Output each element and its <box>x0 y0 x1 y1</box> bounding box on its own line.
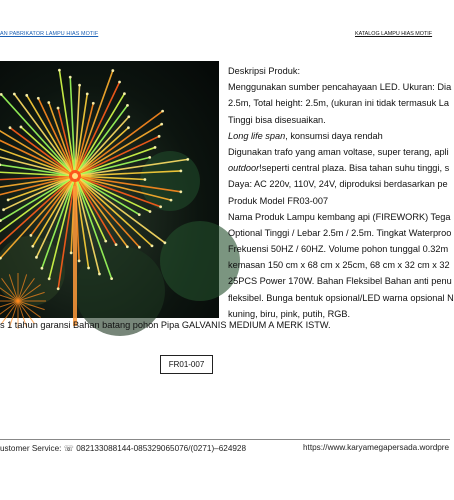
description-line <box>228 160 450 176</box>
warranty-text: s 1 tahun garansi Bahan batang pohon Pipa GALVANIS MEDIUM A MERK ISTW. <box>0 320 331 330</box>
product-code-label: FR01-007 <box>160 355 213 374</box>
footer-divider <box>0 439 450 440</box>
description-line: Optional Tinggi / Lebar 2.5m / 2.5m. Tingkat Waterproo <box>228 227 452 238</box>
description-line: Digunakan trafo yang aman voltase, super terang, apli <box>228 146 449 157</box>
outdoor-text: outdoor <box>228 163 260 174</box>
description-line: Tinggi bisa disesuaikan. <box>228 114 326 125</box>
description-line <box>228 128 450 144</box>
product-description <box>228 63 454 322</box>
description-line-rest: , konsumsi daya rendah <box>285 130 383 141</box>
description-line: Nama Produk Lampu kembang api (FIREWORK) Tega <box>228 211 451 222</box>
header-catalog-link[interactable]: KATALOG LAMPU HIAS MOTIF <box>355 31 433 37</box>
description-line: Frekuensi 50HZ / 60HZ. Volume pohon tunggal 0.32m <box>228 244 449 255</box>
description-line: fleksibel. Bunga bentuk opsional/LED warna opsional N <box>228 292 454 303</box>
header-company-link[interactable]: AN PABRIKATOR LAMPU HIAS MOTIF <box>0 31 99 37</box>
description-line: Daya: AC 220v, 110V, 24V, diproduksi berdasarkan pe <box>228 179 448 190</box>
customer-service-info: ustomer Service: ☏ 082133088144-085329065076/(0271)–624928 <box>0 444 247 453</box>
firework-lamp-image <box>0 61 219 318</box>
description-heading: Deskripsi Produk: <box>228 66 300 76</box>
description-line: 25PCS Power 170W. Bahan Fleksibel Bahan anti penu <box>228 276 452 287</box>
description-line: kemasan 150 cm x 68 cm x 25cm, 68 cm x 32 cm x 32 <box>228 260 450 271</box>
description-line-rest: !seperti central plaza. Bisa tahan suhu tinggi, s <box>259 163 450 174</box>
description-line: kuning, biru, pink, putih, RGB. <box>228 308 351 319</box>
description-line: Menggunakan sumber pencahayaan LED. Ukuran: Dia <box>228 82 452 93</box>
long-life-span-text: Long life span <box>228 130 286 141</box>
description-line: 2.5m, Total height: 2.5m, (ukuran ini tidak termasuk La <box>228 98 449 109</box>
website-link[interactable]: https://www.karyamegapersada.wordpre <box>303 443 450 452</box>
description-line: Produk Model FR03-007 <box>228 195 329 206</box>
